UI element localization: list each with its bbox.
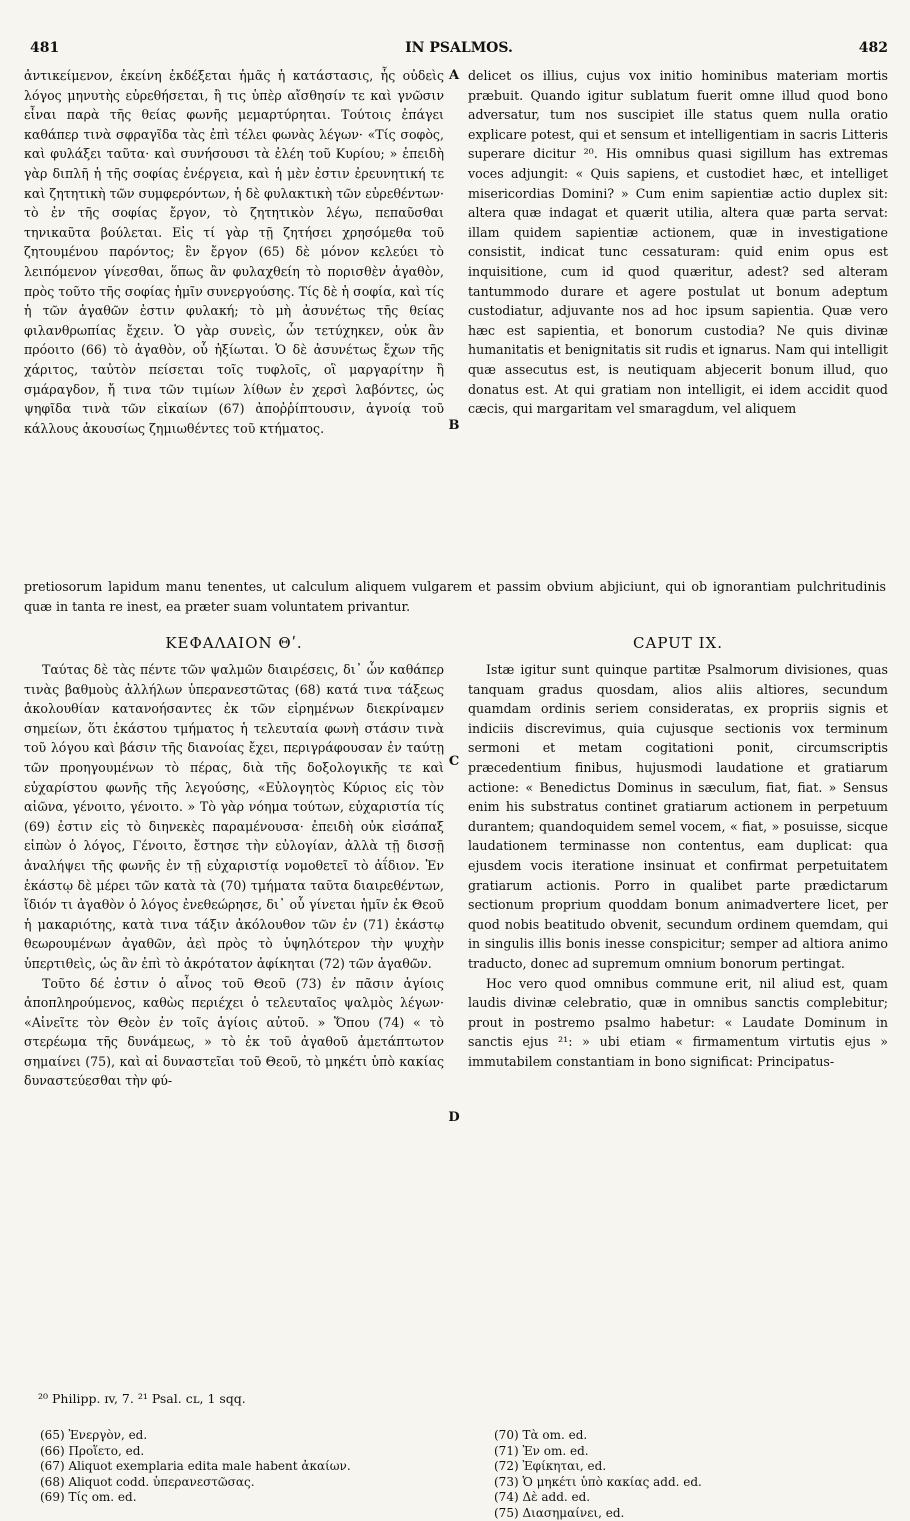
- greek-chapter-paragraph-2: Τοῦτο δέ ἐστιν ὁ αἶνος τοῦ Θεοῦ (73) ἐν πᾶσιν ἁγίοις ἀποπληρούμενος, καθὼς περιέχει ὁ τελευταῖος ψαλμὸς λέγων· «Αἰνεῖτε τὸν Θεὸν ἐν τοῖς ἁγίοις αὐτοῦ. » Ὅπου (74) « τὸ στερέωμα τῆς δυνάμεως, » τὸ ἐκ τοῦ ἀγαθοῦ ἀμετάπτωτον σημαίνει (75), καὶ αἱ δυναστεῖαι τοῦ Θεοῦ, τὸ μηκέτι ὑπὸ κακίας δυναστεύεσθαι τὴν φύ-: [24, 974, 444, 1092]
- greek-paragraph-top: ἀντικείμενον, ἐκείνη ἐκδέξεται ἡμᾶς ἡ κατάστασις, ἧς οὐδεὶς λόγος μηνυτὴς εὑρεθήσεται, ἢ τις ὑπὲρ αἴσθησίν τε καὶ γνῶσιν εἶναι παρὰ τῆς θείας φωνῆς μεμαρτύρηται. Τούτοις ἐπάγει καθάπερ τινὰ σφραγῖδα τὰς ἐπὶ τέλει φωνὰς λέγων· «Τίς σοφὸς, καὶ φυλάξει ταῦτα· καὶ συνήσουσι τὰ ἐλέη τοῦ Κυρίου; » ἐπειδὴ γὰρ διπλῆ ἡ τῆς σοφίας ἐνέργεια, καὶ ἡ μὲν ἐστιν ἐρευνητική τε καὶ ζητητικὴ τῶν συμφερόντων, ἡ δὲ φυλακτικὴ τῶν εὑρεθέντων· τὸ ἐν τῆς σοφίας ἔργον, τὸ ζητητικὸν λέγω, πεπαῦσθαι τηνικαῦτα βούλεται. Εἰς τί γὰρ τῇ ζητήσει χρησόμεθα τοῦ ζητουμένου παρόντος; ἓν ἔργον (65) δὲ μόνον κελεύει τὸ λειπόμενον γίνεσθαι, ὅπως ἂν φυλαχθείη τὸ πορισθὲν ἀγαθὸν, πρὸς τοῦτο τῆς σοφίας ἡμῖν συνεργούσης. Τίς δὲ ἡ σοφία, καὶ τίς ἡ τῶν ἀγαθῶν ἐστιν φυλακή; τὸ μὴ ἀσυνέτως τῆς θείας φιλανθρωπίας ἔχειν. Ὁ γὰρ συνεὶς, ὧν τετύχηκεν, οὐκ ἂν πρόοιτο (66) τὸ ἀγαθὸν, οὗ ἠξίωται. Ὁ δὲ ἀσυνέτως ἔχων τῆς χάριτος, ταὐτὸν πείσεται τοῖς τυφλοῖς, οἳ μαργαρίτην ἢ σμάραγδον, ἤ τινα τῶν τιμίων λίθων ἐν χερσὶ λαβόντες, ὡς ψηφῖδα τινὰ τῶν εἰκαίων (67) ἀποῤῥίπτουσιν, ἀγνοίᾳ τοῦ κάλλους ἀκουσίως ζημιωθέντες τοῦ κτήματος.: [24, 66, 444, 438]
- margin-marker-d: D: [447, 1110, 461, 1125]
- chapter-heading-latin: CAPUT IX.: [468, 634, 888, 652]
- footnote-item: (68) Aliquot codd. ὑπερανεστῶσας.: [40, 1475, 450, 1491]
- footnote-item: (74) Δὲ add. ed.: [494, 1490, 874, 1506]
- margin-marker-b: B: [447, 418, 461, 433]
- latin-column-chapter: [468, 660, 888, 1380]
- greek-column-top: [24, 66, 444, 576]
- footnote-item: (69) Τίς om. ed.: [40, 1490, 450, 1506]
- latin-spanning-paragraph: pretiosorum lapidum manu tenentes, ut calculum aliquem vulgarem et passim obvium abjiciunt, qui ob ignorantiam pulchritudinis quæ in tanta re inest, ea præter suam voluntatem privantur.: [24, 577, 886, 616]
- chapter-heading-greek: ΚΕΦΑΛΑΙΟΝ Θʹ.: [24, 634, 444, 652]
- margin-marker-a: A: [447, 68, 461, 83]
- footnote-item: (71) Ἐν om. ed.: [494, 1444, 874, 1460]
- latin-spanning-text: [24, 577, 886, 619]
- latin-chapter-paragraph-1: Istæ igitur sunt quinque partitæ Psalmorum divisiones, quas tanquam gradus quosdam, alios aliis altiores, secundum quamdam ordinis seriem consideratas, ex propriis signis et indiciis discrevimus, quia cujusque sectionis vox terminum sermoni et metam cogitationi ponit, circumscriptis præcedentium finibus, hujusmodi laudatione et gratiarum actione: « Benedictus Dominus in sæculum, fiat, fiat. » Sensus enim his substratus continet gratiarum actionem in perpetuum durantem; quandoquidem semel vocem, « fiat, » posuisse, sicque laudationem terminasse non contentus, eam duplicat: qua ejusdem vocis iteratione insinuat et confirmat perpetuitatem gratiarum actionis. Porro in qualibet parte prædictarum sectionum proprium quoddam bonum animadvertere licet, per quod nobis beatitudo obvenit, secundum ordinem quemdam, qui in singulis illis bonis inesse conspicitur; semper ad altiora animo traducto, donec ad supremum omnium bonorum pertingat.: [468, 660, 888, 974]
- latin-paragraph-top: delicet os illius, cujus vox initio hominibus materiam mortis præbuit. Quando igitur sublatum fuerit omne illud quod bono adversatur, tum nos suscipiet ille status quem nulla oratio explicare potest, qui et sensum et intelligentiam in sacris Litteris superare dicitur ²⁰. His omnibus quasi sigillum has extremas voces adjungit: « Quis sapiens, et custodiet hæc, et intelliget misericordias Domini? » Cum enim sapientiæ actio duplex sit: altera quæ indagat et quærit utilia, altera quæ parta servat: illam quidem sapientiæ actionem, quæ in investigatione consistit, indicat tunc cessaturam: quid enim opus est inquisitione, cum id quod quæritur, adest? sed alteram tantummodo durare et agere postulat ut bonum adeptum custodiatur, adjuvante nos ad hoc ipsum sapientia. Quæ vero hæc est sapientia, et bonorum custodia? Ne quis divinæ humanitatis et benignitatis sit rudis et ignarus. Nam qui intelligit quæ assecutus est, is neutiquam abjecerit bonum illud, quo donatus est. At qui gratiam non intelligit, ei idem accidit quod cæcis, qui margaritam vel smaragdum, vel aliquem: [468, 66, 888, 419]
- page-number-left: 481: [30, 40, 59, 56]
- page-number-right: 482: [859, 40, 888, 56]
- footnote-item: (65) Ἐνεργὸν, ed.: [40, 1428, 450, 1444]
- footnote-item: (66) Προἵετο, ed.: [40, 1444, 450, 1460]
- latin-chapter-paragraph-2: Hoc vero quod omnibus commune erit, nil aliud est, quam laudis divinæ celebratio, quæ in omnibus sanctis complebitur; prout in postremo psalmo habetur: « Laudate Dominum in sanctis ejus ²¹: » ubi etiam « firmamentum virtutis ejus » immutabilem constantiam in bono significat: Principatus-: [468, 974, 888, 1072]
- margin-marker-c: C: [447, 754, 461, 769]
- latin-column-top: [468, 66, 888, 576]
- greek-column-chapter: [24, 660, 444, 1380]
- scripture-references: ²⁰ Philipp. ɪv, 7. ²¹ Psal. cʟ, 1 sqq.: [38, 1391, 246, 1406]
- footnote-item: (75) Διασημαίνει, ed.: [494, 1506, 874, 1521]
- footnote-item: (73) Ὁ μηκέτι ὑπὸ κακίας add. ed.: [494, 1475, 874, 1491]
- footnote-item: (72) Ἐφίκηται, ed.: [494, 1459, 874, 1475]
- running-title: IN PSALMOS.: [30, 40, 888, 56]
- footnote-item: (67) Aliquot exemplaria edita male habent ἀκαίων.: [40, 1459, 450, 1475]
- footnotes-left: [40, 1428, 450, 1506]
- footnote-item: (70) Τὰ om. ed.: [494, 1428, 874, 1444]
- footnotes-right: [494, 1428, 874, 1521]
- running-header: [30, 40, 888, 60]
- greek-chapter-paragraph-1: Ταύτας δὲ τὰς πέντε τῶν ψαλμῶν διαιρέσεις, δι᾿ ὧν καθάπερ τινὰς βαθμοὺς ἀλλήλων ὑπερανεστῶτας (68) κατά τινα τάξεως ἀκολουθίαν κατανοήσαντες ἐκ τῶν εἰρημένων διεκρίναμεν σημείων, ὅτι ἑκάστου τμήματος ἡ τελευταία φωνὴ στάσιν τινὰ τοῦ λόγου καὶ βάσιν τῆς διανοίας ἔχει, περιγράφουσαν ἐν ταύτῃ τῶν προηγουμένων τὸ πέρας, διὰ τῆς δοξολογικῆς τε καὶ εὐχαρίστου φωνῆς τῆς λεγούσης, «Εὐλογητὸς Κύριος εἰς τὸν αἰῶνα, γένοιτο, γένοιτο. » Τὸ γὰρ νόημα τούτων, εὐχαριστία τίς (69) ἐστιν εἰς τὸ διηνεκὲς παραμένουσα· ἐπειδὴ οὐκ εἰσάπαξ εἰπὼν ὁ λόγος, Γένοιτο, ἔστησε τὴν εὐλογίαν, ἀλλὰ τῇ δισσῇ ἀναλήψει τῆς φωνῆς ἐν τῇ εὐχαριστίᾳ νομοθετεῖ τὸ ἀΐδιον. Ἐν ἑκάστῳ δὲ μέρει τῶν κατὰ τὰ (70) τμήματα ταῦτα διαιρεθέντων, ἴδιόν τι ἀγαθὸν ὁ λόγος ἐνεθεώρησε, δι᾿ οὗ γίνεται ἡμῖν ἐκ Θεοῦ ἡ μακαριότης, κατὰ τινα τάξιν ἀκόλουθον τῶν ἐν (71) ἑκάστῳ θεωρουμένων ἀγαθῶν, ἀεὶ πρὸς τὸ ὑψηλότερον τὴν ψυχὴν ὑπερτιθεὶς, ὡς ἂν ἐπὶ τὸ ἀκρότατον ἀφίκηται (72) τῶν ἀγαθῶν.: [24, 660, 444, 974]
